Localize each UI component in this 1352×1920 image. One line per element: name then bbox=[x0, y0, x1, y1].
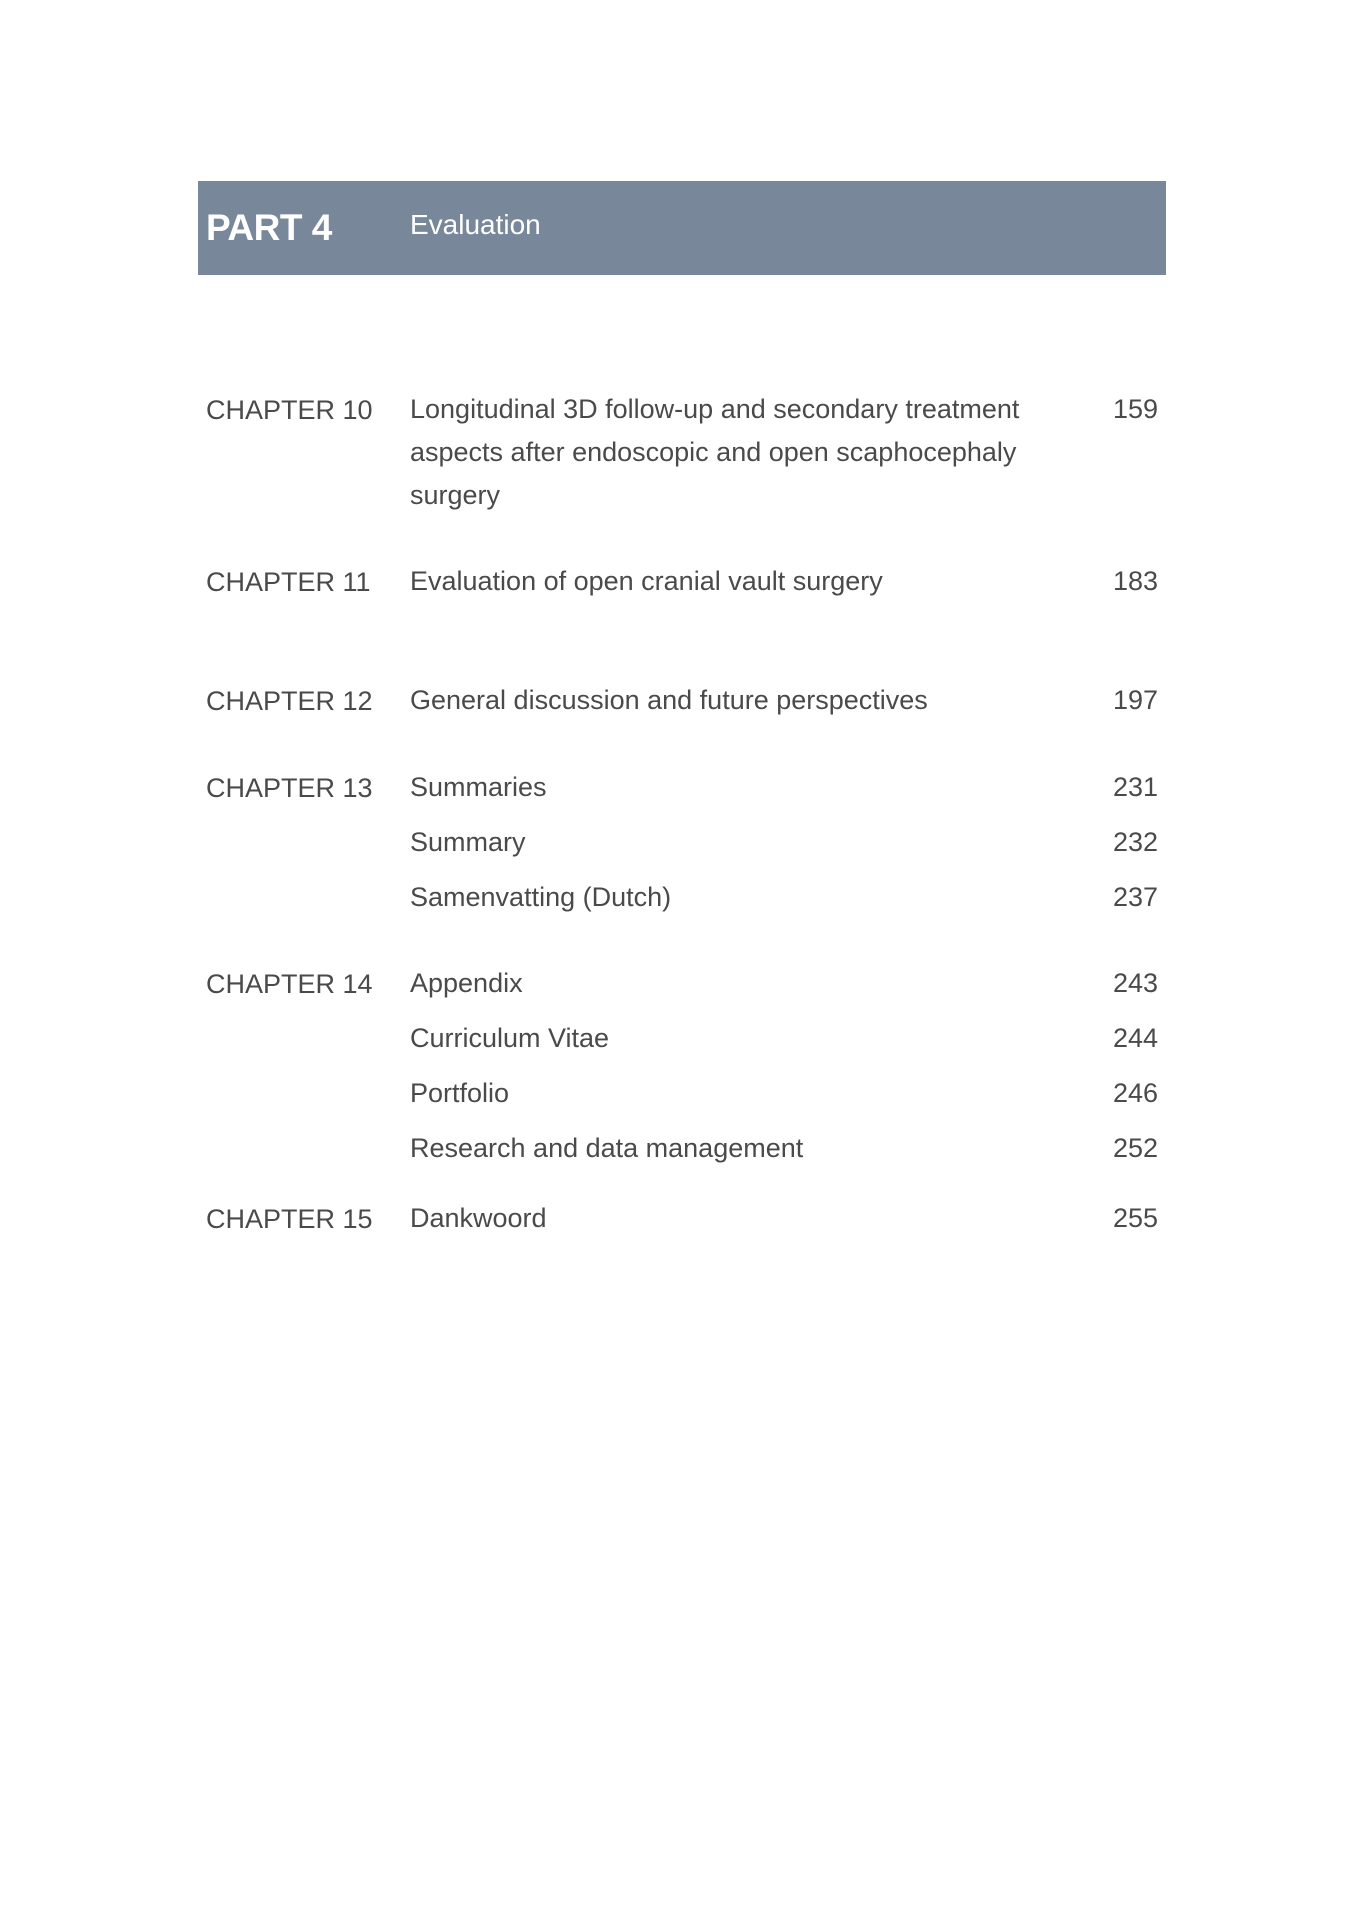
entry-title: Appendix bbox=[410, 968, 523, 998]
entry-page-number: 237 bbox=[1112, 882, 1158, 912]
chapter-label: CHAPTER 12 bbox=[206, 686, 373, 716]
entry-page-number: 246 bbox=[1112, 1078, 1158, 1108]
entry-title: Summary bbox=[410, 827, 526, 857]
entry-title: General discussion and future perspectives bbox=[410, 685, 928, 715]
entry-title: Evaluation of open cranial vault surgery bbox=[410, 566, 883, 596]
chapter-label: CHAPTER 14 bbox=[206, 969, 373, 999]
entry-page-number: 243 bbox=[1112, 968, 1158, 998]
entry-title: Samenvatting (Dutch) bbox=[410, 882, 672, 912]
entry-page-number: 244 bbox=[1112, 1023, 1158, 1053]
entry-page-number: 255 bbox=[1112, 1203, 1158, 1233]
part-header bbox=[198, 181, 1166, 275]
entry-page-number: 197 bbox=[1112, 685, 1158, 715]
part-label: PART 4 bbox=[206, 207, 332, 248]
entry-page-number: 252 bbox=[1112, 1133, 1158, 1163]
entry-title: Curriculum Vitae bbox=[410, 1023, 610, 1053]
chapter-label: CHAPTER 10 bbox=[206, 395, 373, 425]
table-of-contents bbox=[198, 181, 1166, 1234]
chapter-label: CHAPTER 13 bbox=[206, 773, 373, 803]
entry-title: Summaries bbox=[410, 772, 547, 802]
chapter-label: CHAPTER 15 bbox=[206, 1204, 373, 1234]
entry-page-number: 231 bbox=[1112, 772, 1158, 802]
entry-title: Portfolio bbox=[410, 1078, 510, 1108]
entry-title: Dankwoord bbox=[410, 1203, 547, 1233]
entry-title: Research and data management bbox=[410, 1133, 804, 1163]
entry-title: Longitudinal 3D follow-up and secondary treatment aspects after endoscopic and open scaphocephaly surgery bbox=[410, 394, 1020, 510]
chapter-label: CHAPTER 11 bbox=[206, 567, 371, 597]
entry-page-number: 183 bbox=[1112, 566, 1158, 596]
entry-page-number: 159 bbox=[1112, 394, 1158, 424]
entry-page-number: 232 bbox=[1112, 827, 1158, 857]
part-title: Evaluation bbox=[410, 209, 541, 240]
